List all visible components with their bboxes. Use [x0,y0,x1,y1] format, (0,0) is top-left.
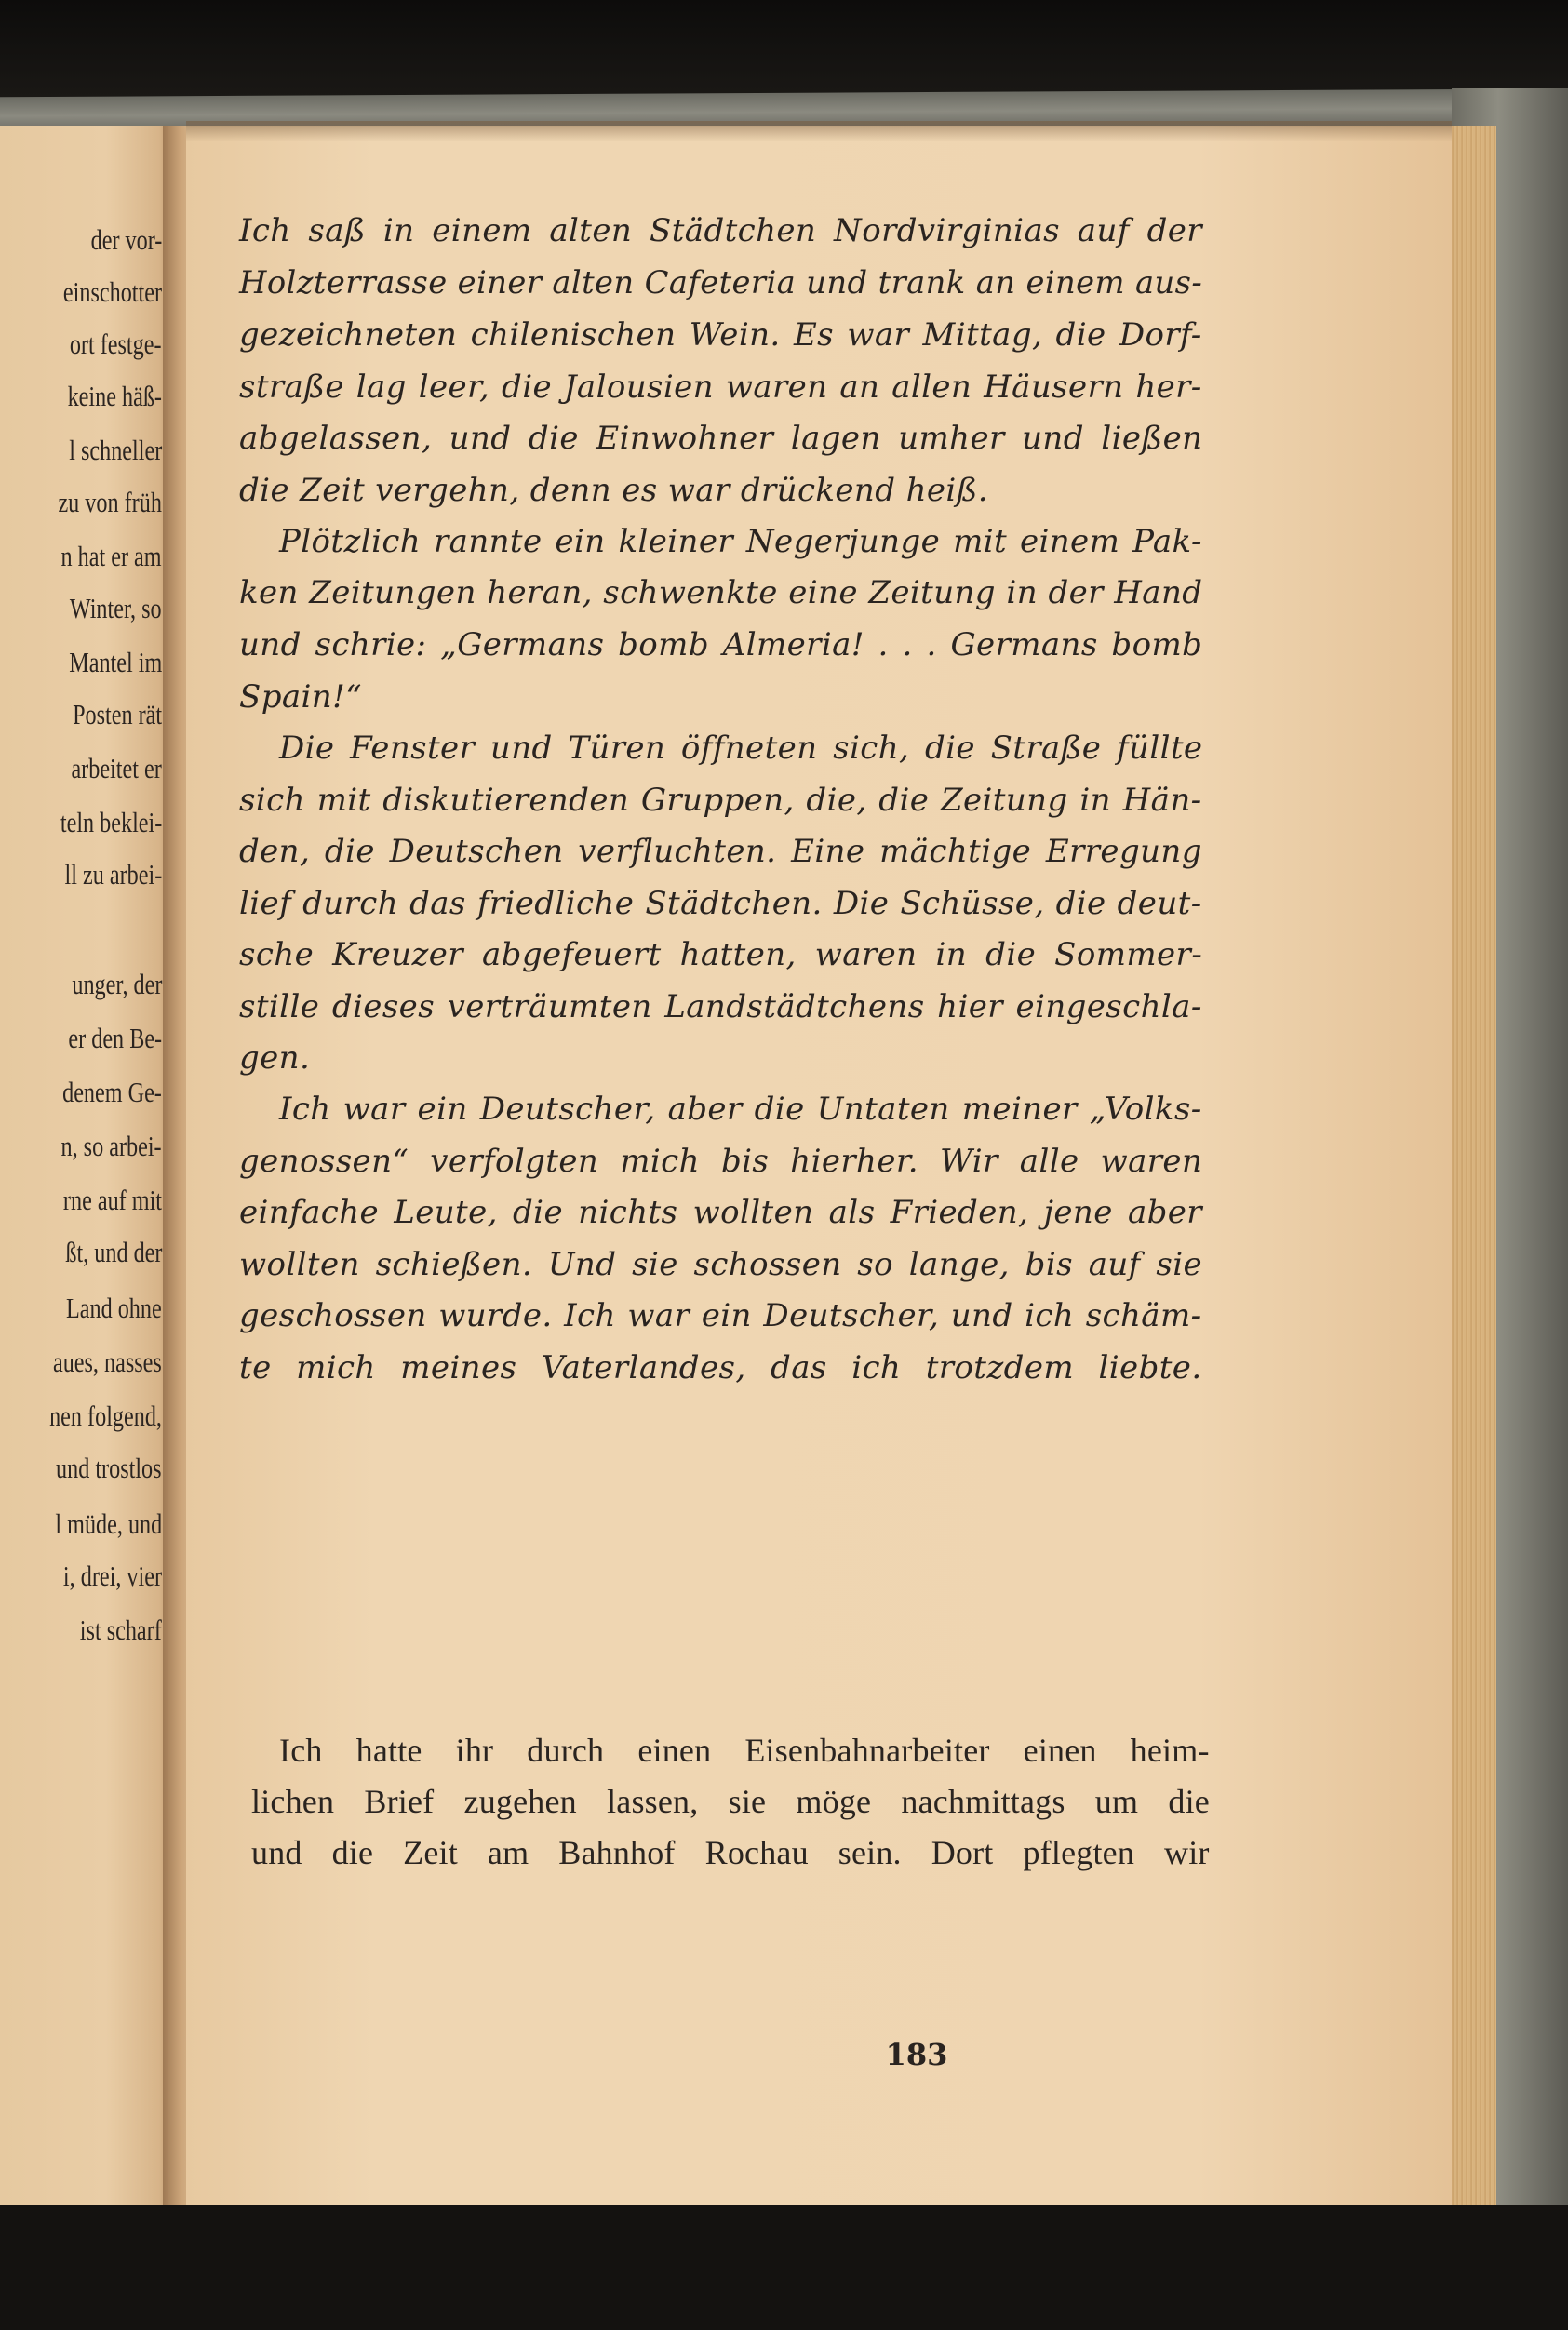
left-page-line: unger, der [71,968,162,1000]
right-page [186,126,1452,2210]
italic-text-line: den, die Deutschen verfluchten. Eine mächtige Erregung [239,833,1202,870]
italic-text-line: wollten schießen. Und sie schossen so lange, bis auf sie [239,1246,1203,1283]
italic-text-line: abgelassen, und die Einwohner lagen umher und ließen [239,420,1203,457]
italic-text-line: ken Zeitungen heran, schwenkte eine Zeitung in der Hand [239,574,1203,611]
roman-text-line: lichen Brief zugehen lassen, sie möge nachmittags um die [251,1783,1210,1820]
left-page-line: der vor- [90,223,162,256]
left-page-line: und trostlos [56,1452,162,1484]
roman-text-line: Ich hatte ihr durch einen Eisenbahnarbeiter einen heim- [279,1732,1210,1769]
italic-text-line: straße lag leer, die Jalousien waren an allen Häusern her- [239,368,1202,406]
left-page-line: ist scharf [80,1614,162,1646]
left-page-line: er den Be- [68,1022,162,1054]
left-page-line: n, so arbei- [60,1130,162,1162]
left-page-line: rne auf mit [62,1184,162,1216]
italic-text-line: stille dieses verträumten Landstädtchens hier eingeschla- [239,988,1202,1025]
page-number: 183 [885,2037,948,2072]
page-shadow [186,121,1452,141]
left-page-line: nen folgend, [49,1399,162,1432]
left-page-line: denem Ge- [62,1076,162,1108]
left-page-line: zu von früh [58,486,162,518]
left-page-line: arbeitet er [71,752,162,784]
italic-text-line: lief durch das friedliche Städtchen. Die Schüsse, die deut- [239,885,1202,922]
left-page-line: einschotter [62,275,162,308]
left-page-line: Posten rät [72,698,162,730]
italic-text-line: die Zeit vergehn, denn es war drückend heiß. [239,472,988,509]
italic-text-line: und schrie: „Germans bomb Almeria! . . . Germans bomb [239,626,1203,663]
left-page-line: l müde, und [55,1507,162,1540]
italic-text-line: geschossen wurde. Ich war ein Deutscher, und ich schäm- [239,1297,1202,1334]
italic-text-line: gen. [239,1039,311,1077]
left-page [0,126,177,2219]
italic-text-line: Ich saß in einem alten Städtchen Nordvirginias auf der [239,212,1202,249]
left-page-line: Land ohne [66,1292,162,1324]
italic-text-line: Die Fenster und Türen öffneten sich, die Straße füllte [279,730,1203,767]
italic-text-line: genossen“ verfolgten mich bis hierher. Wir alle waren [239,1143,1203,1180]
left-page-line: i, drei, vier [62,1560,162,1592]
left-page-line: ßt, und der [64,1236,162,1268]
left-page-line: Winter, so [70,592,162,624]
italic-text-line: einfache Leute, die nichts wollten als Frieden, jene aber [239,1194,1202,1231]
italic-text-line: sich mit diskutierenden Gruppen, die, die Zeitung in Hän- [239,782,1202,819]
italic-text-line: Holzterrasse einer alten Cafeteria und trank an einem aus- [239,264,1203,301]
italic-text-line: te mich meines Vaterlandes, das ich trotzdem liebte. [239,1349,1202,1386]
left-page-line: Mantel im [68,646,162,678]
left-page-line: ort festge- [70,328,162,360]
italic-text-line: gezeichneten chilenischen Wein. Es war Mittag, die Dorf- [239,316,1202,354]
italic-text-line: sche Kreuzer abgefeuert hatten, waren in die Sommer- [239,936,1203,973]
background-bottom [0,2205,1568,2330]
left-page-line: aues, nasses [53,1346,162,1378]
left-page-line: keine häß- [67,380,162,412]
left-page-line: ll zu arbei- [64,858,162,890]
left-page-line: teln beklei- [60,806,162,838]
italic-text-line: Ich war ein Deutscher, aber die Untaten meiner „Volks- [279,1091,1202,1128]
left-page-line: l schneller [68,434,162,466]
roman-text-line: und die Zeit am Bahnhof Rochau sein. Dort pflegten wir [251,1834,1210,1871]
left-page-line: n hat er am [60,540,162,572]
italic-text-line: Plötzlich rannte ein kleiner Negerjunge mit einem Pak- [279,523,1202,560]
italic-text-line: Spain!“ [239,678,362,716]
